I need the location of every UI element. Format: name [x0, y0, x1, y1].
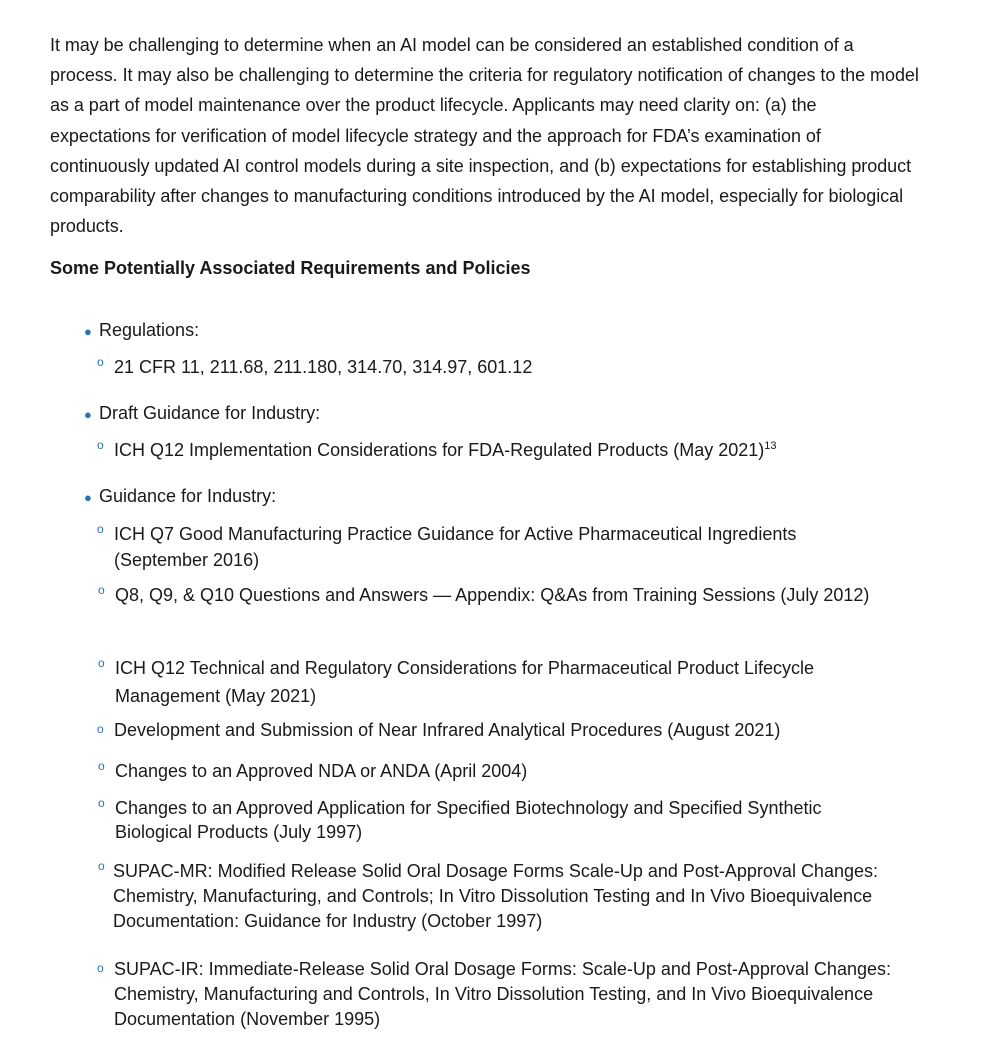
list-item [98, 796, 895, 844]
list-item [97, 355, 914, 379]
list-item-text: 21 CFR 11, 211.68, 211.180, 314.70, 314.97, 601.12 [114, 357, 533, 377]
list-item-text: Changes to an Approved NDA or ANDA (April 2004) [115, 761, 528, 781]
list-item [97, 957, 904, 1032]
group-title [84, 401, 321, 425]
bullet-icon: ● [84, 490, 92, 505]
sub-bullet-icon: o [98, 796, 105, 810]
sub-bullet-icon: o [97, 355, 104, 369]
list-item-text: SUPAC-IR: Immediate-Release Solid Oral Dosage Forms: Scale-Up and Post-Approval Changes: Chemistry, Manufacturing and Controls, In Vitro Dissolution Testing, and In Vivo Bioequivalence Documentation (November 1995) [114, 959, 891, 1029]
list-item-text: SUPAC-MR: Modified Release Solid Oral Dosage Forms Scale-Up and Post-Approval Changes: Chemistry, Manufacturing, and Controls; In Vitro Dissolution Testing and In Vivo Bioequivalence Documentation: Guidance for Industry (October 1997) [113, 861, 878, 931]
sub-bullet-icon: o [98, 859, 105, 873]
group-title [84, 484, 277, 508]
sub-bullet-icon: o [97, 438, 104, 452]
list-item [97, 438, 934, 462]
group-title [84, 318, 200, 342]
sub-bullet-icon: o [98, 583, 105, 597]
list-item [98, 859, 903, 934]
list-item-text: ICH Q7 Good Manufacturing Practice Guidance for Active Pharmaceutical Ingredients (September 2016) [114, 524, 797, 570]
sub-bullet-icon: o [97, 722, 104, 736]
list-item-text: Changes to an Approved Application for Specified Biotechnology and Specified Synthetic Biological Products (July 1997) [115, 798, 822, 842]
list-item-text: ICH Q12 Implementation Considerations for FDA-Regulated Products (May 2021) [114, 440, 765, 460]
section-heading: Some Potentially Associated Requirements and Policies [50, 258, 531, 279]
group-title-text: Draft Guidance for Industry: [99, 403, 321, 423]
list-item-text: Development and Submission of Near Infrared Analytical Procedures (August 2021) [114, 720, 781, 740]
sub-bullet-icon: o [98, 656, 105, 670]
sub-bullet-icon: o [98, 759, 105, 773]
list-item [97, 718, 914, 742]
list-item [98, 759, 915, 783]
sub-bullet-icon: o [97, 961, 104, 975]
list-item [98, 654, 895, 710]
footnote-ref: 13 [764, 440, 777, 452]
list-item-text: Q8, Q9, & Q10 Questions and Answers — Appendix: Q&As from Training Sessions (July 2012) [115, 585, 870, 605]
bullet-icon: ● [84, 324, 92, 339]
group-title-text: Guidance for Industry: [99, 486, 277, 506]
list-item-text: ICH Q12 Technical and Regulatory Considerations for Pharmaceutical Product Lifecycle Management (May 2021) [115, 658, 815, 706]
group-title-text: Regulations: [99, 320, 200, 340]
bullet-icon: ● [84, 407, 92, 422]
sub-bullet-icon: o [97, 522, 104, 536]
list-item [97, 521, 874, 573]
intro-paragraph: It may be challenging to determine when an AI model can be considered an established condition of a process. It may also be challenging to determine the criteria for regulatory notification of changes to the model as a part of model maintenance over the product lifecycle. Applicants may need clarity on: (a) the expectations for verification of model lifecycle strategy and the approach for FDA’s examination of continuously updated AI control models during a site inspection, and (b) expectations for establishing product comparability after changes to manufacturing conditions introduced by the AI model, especially for biological products. [50, 35, 919, 237]
list-item [98, 583, 885, 607]
document-page [50, 30, 920, 281]
